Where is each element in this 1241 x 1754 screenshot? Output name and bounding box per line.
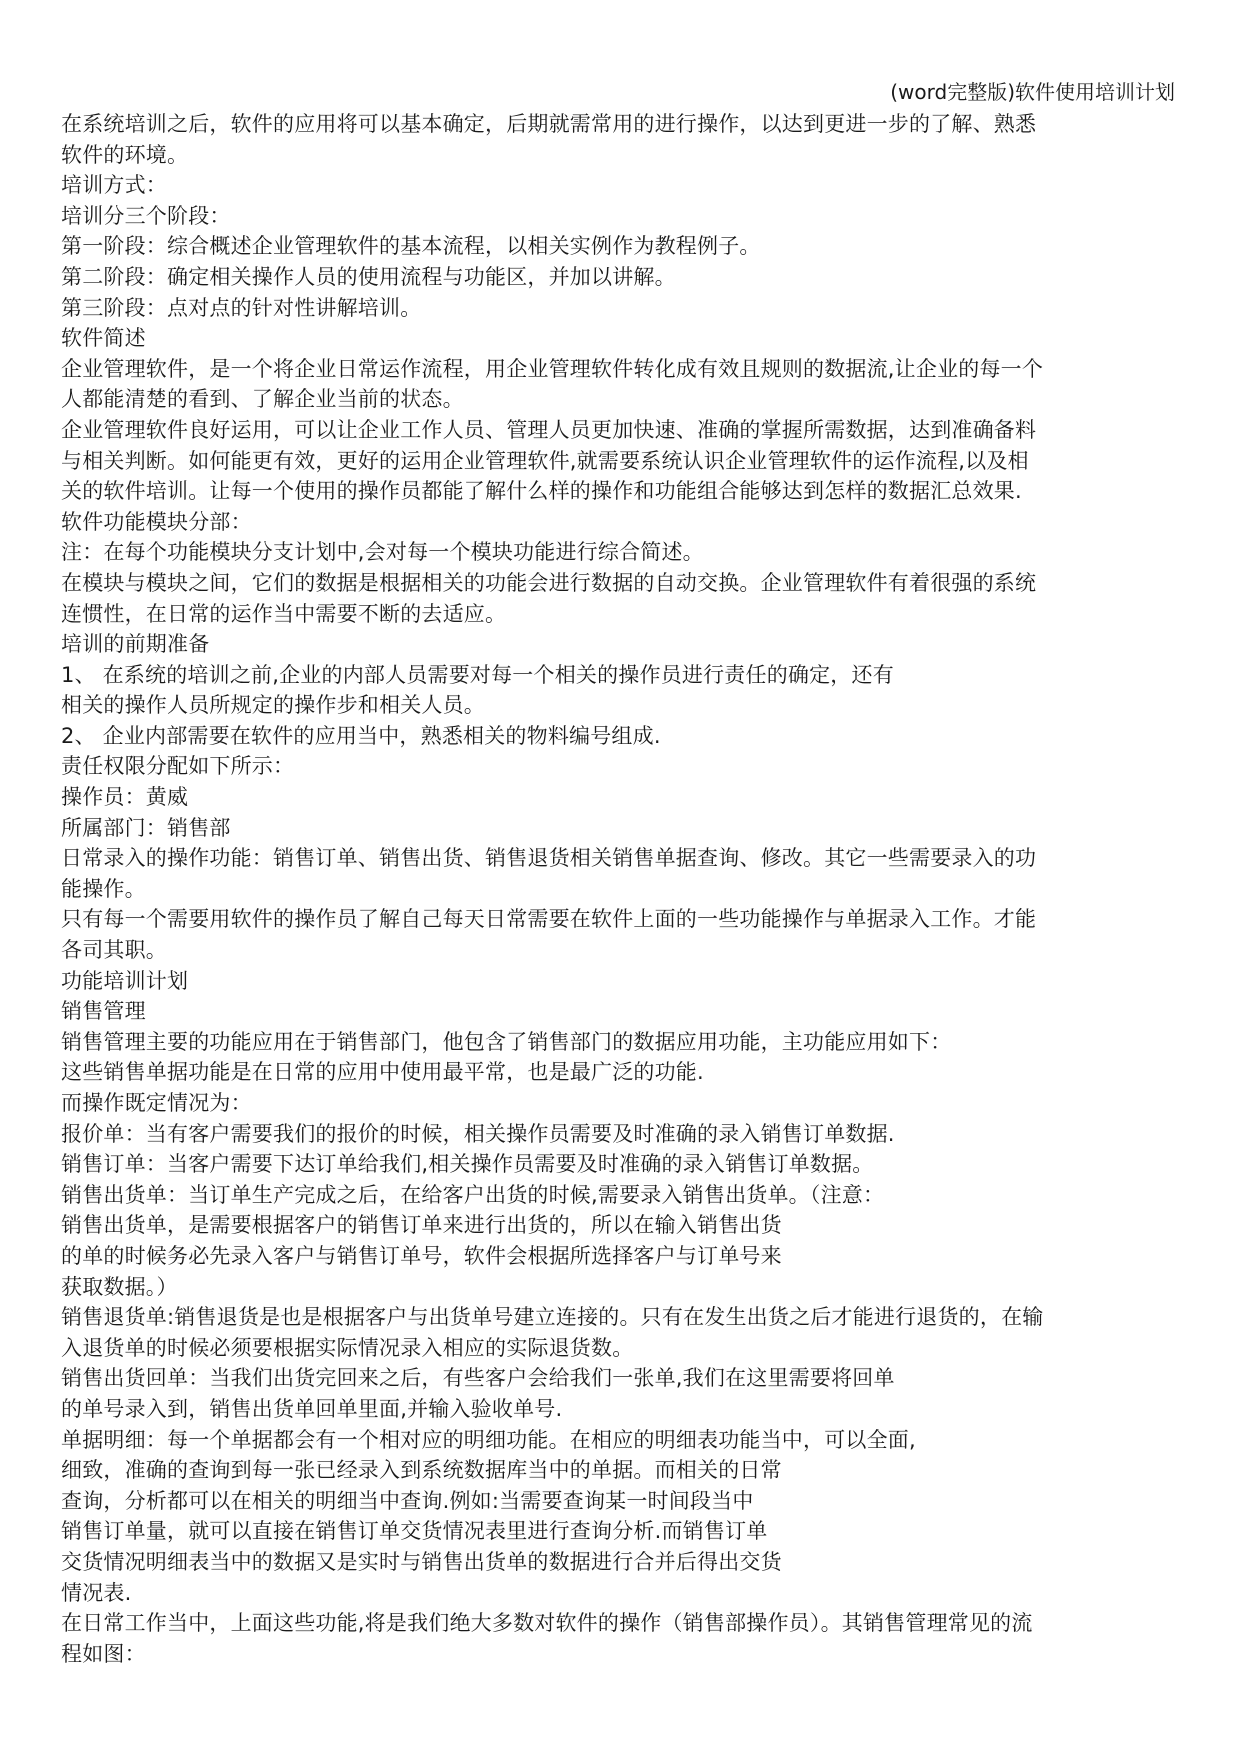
text-line: 与相关判断。如何能更有效，更好的运用企业管理软件,就需要系统认识企业管理软件的运作流程,以及相: [61, 448, 1029, 473]
text-line: 注：在每个功能模块分支计划中,会对每一个模块功能进行综合简述。: [61, 540, 704, 565]
text-line: 连惯性，在日常的运作当中需要不断的去适应。: [61, 601, 507, 626]
text-line: 单据明细：每一个单据都会有一个相对应的明细功能。在相应的明细表功能当中，可以全面,: [61, 1427, 916, 1452]
text-line: 这些销售单据功能是在日常的应用中使用最平常，也是最广泛的功能.: [61, 1060, 704, 1085]
text-line: 销售出货单，是需要根据客户的销售订单来进行出货的，所以在输入销售出货: [61, 1213, 782, 1238]
text-line: 销售订单：当客户需要下达订单给我们,相关操作员需要及时准确的录入销售订单数据。: [61, 1152, 874, 1177]
text-line: 能操作。: [61, 876, 146, 901]
text-line: 第二阶段：确定相关操作人员的使用流程与功能区，并加以讲解。: [61, 264, 676, 289]
text-line: 2、 企业内部需要在软件的应用当中，熟悉相关的物料编号组成.: [61, 723, 661, 748]
text-line: 销售订单量，就可以直接在销售订单交货情况表里进行查询分析.而销售订单: [61, 1519, 768, 1544]
text-line: 在日常工作当中，上面这些功能,将是我们绝大多数对软件的操作（销售部操作员）。其销售管理常见的流: [61, 1611, 1033, 1636]
text-line: 的单号录入到，销售出货单回单里面,并输入验收单号.: [61, 1396, 563, 1421]
text-line: 销售退货单:销售退货是也是根据客户与出货单号建立连接的。只有在发生出货之后才能进行退货的，在输: [61, 1305, 1044, 1330]
text-line: 操作员：黄威: [61, 785, 189, 810]
document-body: [61, 109, 1181, 1669]
text-line: 第三阶段：点对点的针对性讲解培训。: [61, 295, 422, 320]
text-line: 培训方式：: [61, 173, 167, 198]
text-line: 1、 在系统的培训之前,企业的内部人员需要对每一个相关的操作员进行责任的确定，还有: [61, 662, 894, 687]
text-line: 软件的环境。: [61, 142, 189, 167]
text-line: 程如图：: [61, 1641, 146, 1666]
text-line: 培训分三个阶段：: [61, 203, 231, 228]
text-line: 入退货单的时候必须要根据实际情况录入相应的实际退货数。: [61, 1335, 634, 1360]
text-line: 企业管理软件良好运用，可以让企业工作人员、管理人员更加快速、准确的掌握所需数据，达到准确备料: [61, 417, 1037, 442]
text-line: 人都能清楚的看到、了解企业当前的状态。: [61, 387, 464, 412]
text-line: 交货情况明细表当中的数据又是实时与销售出货单的数据进行合并后得出交货: [61, 1549, 782, 1574]
text-line: 情况表.: [61, 1580, 132, 1605]
text-line: 销售管理主要的功能应用在于销售部门，他包含了销售部门的数据应用功能，主功能应用如下：: [61, 1029, 952, 1054]
text-line: 各司其职。: [61, 938, 167, 963]
text-line: 销售出货单：当订单生产完成之后，在给客户出货的时候,需要录入销售出货单。（注意：: [61, 1182, 885, 1207]
text-line: 软件简述: [61, 326, 146, 351]
text-line: 软件功能模块分部：: [61, 509, 252, 534]
text-line: 功能培训计划: [61, 968, 189, 993]
text-line: 责任权限分配如下所示：: [61, 754, 295, 779]
text-line: 销售管理: [61, 999, 146, 1024]
text-line: 日常录入的操作功能：销售订单、销售出货、销售退货相关销售单据查询、修改。其它一些需要录入的功: [61, 846, 1037, 871]
text-line: 获取数据。）: [61, 1274, 178, 1299]
text-line: 只有每一个需要用软件的操作员了解自己每天日常需要在软件上面的一些功能操作与单据录入工作。才能: [61, 907, 1037, 932]
text-line: 在系统培训之后，软件的应用将可以基本确定，后期就需常用的进行操作，以达到更进一步的了解、熟悉: [61, 112, 1037, 136]
text-line: 企业管理软件，是一个将企业日常运作流程，用企业管理软件转化成有效且规则的数据流,让企业的每一个: [61, 356, 1044, 381]
text-line: 关的软件培训。让每一个使用的操作员都能了解什么样的操作和功能组合能够达到怎样的数据汇总效果.: [61, 479, 1022, 504]
text-line: 而操作既定情况为：: [61, 1091, 252, 1115]
text-line: 报价单：当有客户需要我们的报价的时候，相关操作员需要及时准确的录入销售订单数据.: [61, 1121, 895, 1146]
text-line: 第一阶段：综合概述企业管理软件的基本流程，以相关实例作为教程例子。: [61, 234, 761, 259]
text-line: 培训的前期准备: [61, 632, 210, 657]
text-line: 所属部门：销售部: [61, 815, 231, 840]
text-line: 的单的时候务必先录入客户与销售订单号，软件会根据所选择客户与订单号来: [61, 1243, 782, 1268]
text-line: 销售出货回单：当我们出货完回来之后，有些客户会给我们一张单,我们在这里需要将回单: [61, 1366, 895, 1391]
text-line: 细致，准确的查询到每一张已经录入到系统数据库当中的单据。而相关的日常: [61, 1458, 782, 1483]
page-header-title: (word完整版)软件使用培训计划: [890, 80, 1175, 104]
text-line: 查询，分析都可以在相关的明细当中查询.例如:当需要查询某一时间段当中: [61, 1488, 754, 1513]
text-line: 在模块与模块之间，它们的数据是根据相关的功能会进行数据的自动交换。企业管理软件有着很强的系统: [61, 570, 1037, 595]
text-line: 相关的操作人员所规定的操作步和相关人员。: [61, 693, 485, 718]
